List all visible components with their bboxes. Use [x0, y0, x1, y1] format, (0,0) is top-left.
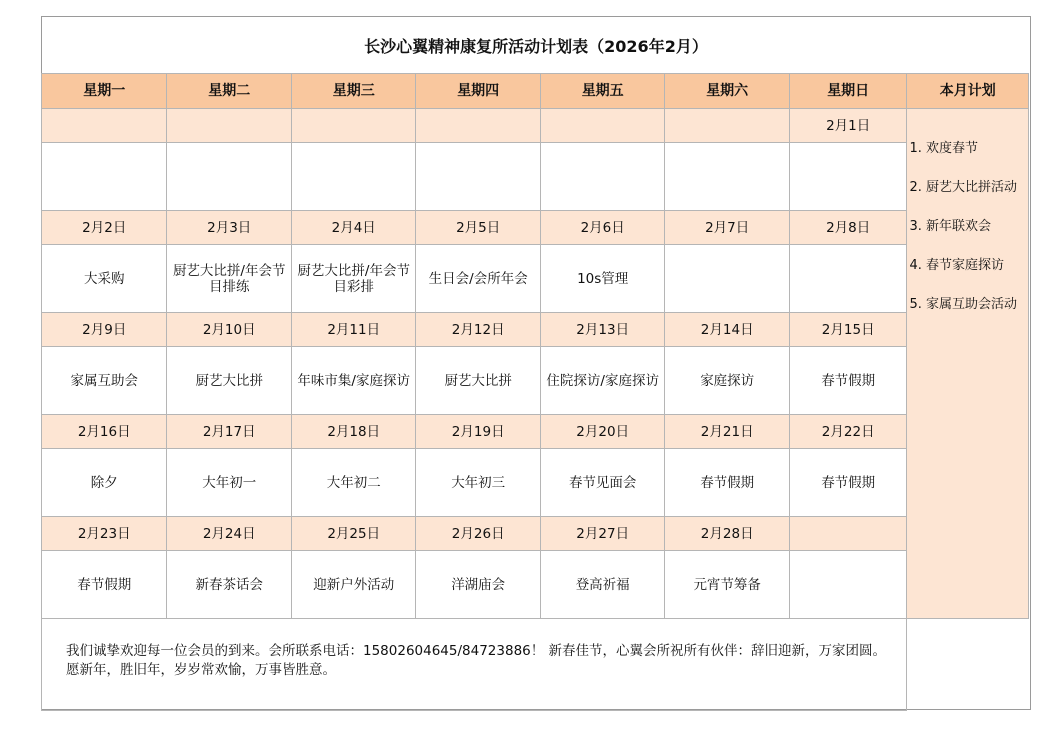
activity-cell: 大年初三	[416, 449, 540, 517]
weekday-header: 星期三	[291, 74, 415, 109]
date-cell	[416, 109, 540, 143]
date-cell: 2月16日	[42, 415, 167, 449]
activity-cell: 厨艺大比拼	[416, 347, 540, 415]
date-cell: 2月23日	[42, 517, 167, 551]
weekday-header: 星期一	[42, 74, 167, 109]
activity-cell	[789, 551, 907, 619]
activity-cell	[665, 245, 789, 313]
activity-cell: 春节假期	[665, 449, 789, 517]
activity-cell	[167, 143, 291, 211]
schedule-sheet	[41, 16, 1031, 710]
activity-cell	[665, 143, 789, 211]
date-cell: 2月2日	[42, 211, 167, 245]
date-cell: 2月11日	[291, 313, 415, 347]
weekday-header: 星期四	[416, 74, 540, 109]
date-cell: 2月15日	[789, 313, 907, 347]
activity-cell: 登高祈福	[540, 551, 665, 619]
monthly-plan-item: 1. 欢度春节	[909, 141, 978, 156]
activity-cell: 新春茶话会	[167, 551, 291, 619]
activity-cell: 生日会/会所年会	[416, 245, 540, 313]
monthly-plan-item: 5. 家属互助会活动	[909, 297, 1017, 312]
activity-cell: 家属互助会	[42, 347, 167, 415]
date-cell: 2月20日	[540, 415, 665, 449]
monthly-plan-header: 本月计划	[907, 74, 1029, 109]
date-row	[42, 109, 1029, 143]
date-cell	[789, 517, 907, 551]
activity-cell	[291, 143, 415, 211]
activity-cell: 迎新户外活动	[291, 551, 415, 619]
activity-cell: 洋湖庙会	[416, 551, 540, 619]
date-cell: 2月25日	[291, 517, 415, 551]
activity-cell: 元宵节筹备	[665, 551, 789, 619]
page-title: 长沙心翼精神康复所活动计划表（2026年2月）	[364, 37, 708, 56]
date-cell: 2月22日	[789, 415, 907, 449]
activity-cell: 春节假期	[789, 347, 907, 415]
date-row	[42, 517, 1029, 551]
activity-row	[42, 245, 1029, 313]
date-cell	[540, 109, 665, 143]
activity-cell: 大年初一	[167, 449, 291, 517]
weekday-header: 星期五	[540, 74, 665, 109]
activity-cell: 春节假期	[42, 551, 167, 619]
activity-cell: 除夕	[42, 449, 167, 517]
date-cell: 2月3日	[167, 211, 291, 245]
date-cell	[167, 109, 291, 143]
activity-cell: 厨艺大比拼	[167, 347, 291, 415]
date-cell	[665, 109, 789, 143]
monthly-plan-list	[907, 109, 1029, 619]
monthly-plan-item: 3. 新年联欢会	[909, 219, 991, 234]
activity-cell: 年味市集/家庭探访	[291, 347, 415, 415]
weekday-header: 星期六	[665, 74, 789, 109]
date-row	[42, 211, 1029, 245]
activity-cell	[416, 143, 540, 211]
activity-row	[42, 551, 1029, 619]
weekday-header: 星期二	[167, 74, 291, 109]
date-cell: 2月4日	[291, 211, 415, 245]
activity-cell: 10s管理	[540, 245, 665, 313]
activity-cell: 大年初二	[291, 449, 415, 517]
date-cell: 2月26日	[416, 517, 540, 551]
monthly-plan-item: 2. 厨艺大比拼活动	[909, 180, 1017, 195]
date-cell	[42, 109, 167, 143]
date-cell: 2月19日	[416, 415, 540, 449]
weekday-header-row	[42, 74, 1029, 109]
activity-cell: 厨艺大比拼/年会节目彩排	[291, 245, 415, 313]
monthly-plan-item: 4. 春节家庭探访	[909, 258, 1004, 273]
date-cell: 2月21日	[665, 415, 789, 449]
date-cell: 2月14日	[665, 313, 789, 347]
date-cell: 2月10日	[167, 313, 291, 347]
date-cell: 2月5日	[416, 211, 540, 245]
notice-text: 我们诚挚欢迎每一位会员的到来。会所联系电话：15802604645/84723886！ 新春佳节，心翼会所祝所有伙伴：辞旧迎新，万家团圆。愿新年，胜旧年，岁岁常欢愉，万事皆胜意。	[66, 642, 887, 678]
activity-cell: 春节见面会	[540, 449, 665, 517]
activity-cell	[789, 245, 907, 313]
date-cell	[291, 109, 415, 143]
date-cell: 2月1日	[789, 109, 907, 143]
calendar-table	[41, 73, 1029, 711]
date-cell: 2月7日	[665, 211, 789, 245]
activity-cell	[789, 143, 907, 211]
date-cell: 2月6日	[540, 211, 665, 245]
date-row	[42, 313, 1029, 347]
date-row	[42, 415, 1029, 449]
date-cell: 2月17日	[167, 415, 291, 449]
activity-cell: 家庭探访	[665, 347, 789, 415]
date-cell: 2月13日	[540, 313, 665, 347]
activity-cell	[42, 143, 167, 211]
date-cell: 2月12日	[416, 313, 540, 347]
activity-cell: 厨艺大比拼/年会节目排练	[167, 245, 291, 313]
activity-cell: 大采购	[42, 245, 167, 313]
date-cell: 2月9日	[42, 313, 167, 347]
activity-row	[42, 143, 1029, 211]
activity-row	[42, 449, 1029, 517]
activity-cell	[540, 143, 665, 211]
activity-cell: 住院探访/家庭探访	[540, 347, 665, 415]
activity-row	[42, 347, 1029, 415]
activity-cell: 春节假期	[789, 449, 907, 517]
weekday-header: 星期日	[789, 74, 907, 109]
date-cell: 2月27日	[540, 517, 665, 551]
date-cell: 2月24日	[167, 517, 291, 551]
date-cell: 2月28日	[665, 517, 789, 551]
date-cell: 2月18日	[291, 415, 415, 449]
notice-row	[42, 619, 1029, 711]
date-cell: 2月8日	[789, 211, 907, 245]
notice-cell	[42, 619, 907, 711]
